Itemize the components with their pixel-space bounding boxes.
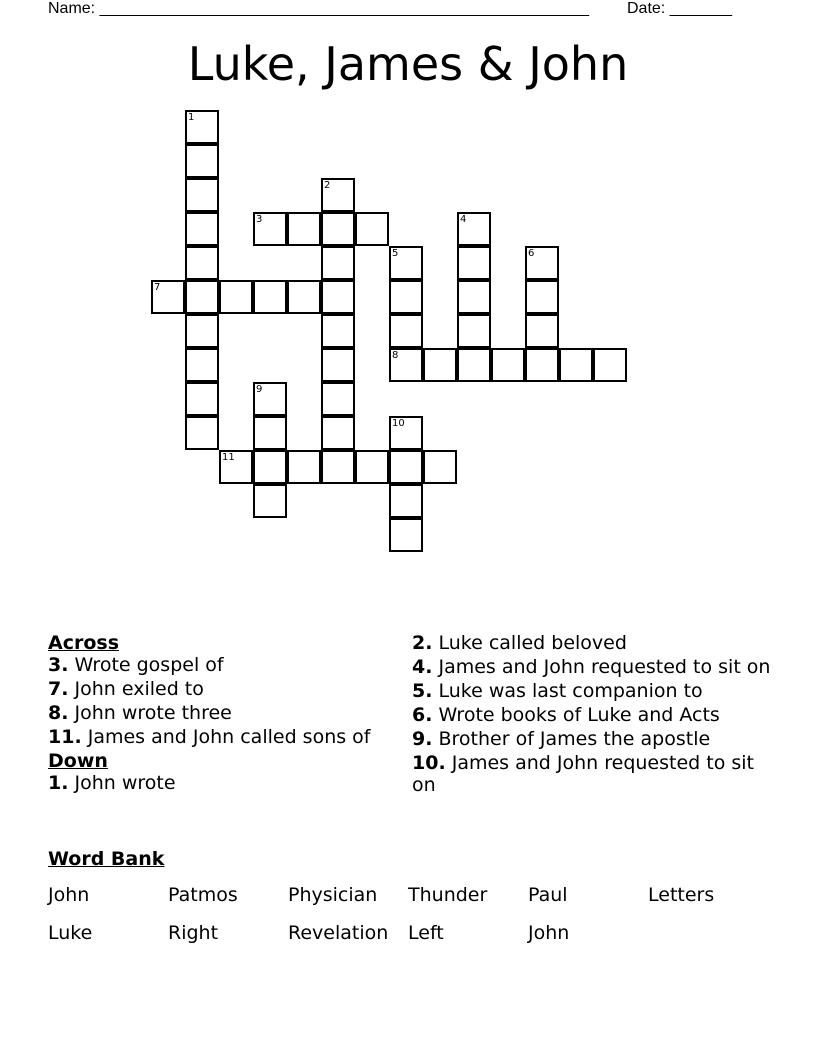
crossword-cell[interactable] (355, 212, 389, 246)
clue-text: James and John called sons of (81, 726, 371, 748)
crossword-cell[interactable] (389, 280, 423, 314)
crossword-cell[interactable] (321, 382, 355, 416)
crossword-cell[interactable] (491, 348, 525, 382)
crossword-cell[interactable] (253, 382, 287, 416)
crossword-cell[interactable] (423, 348, 457, 382)
crossword-cell[interactable] (525, 348, 559, 382)
crossword-cell[interactable] (219, 280, 253, 314)
word-bank-word: Left (408, 922, 444, 944)
crossword-cell[interactable] (253, 212, 287, 246)
crossword-cell[interactable] (253, 484, 287, 518)
crossword-cell[interactable] (185, 314, 219, 348)
clue-text: James and John requested to sit on (432, 656, 771, 678)
crossword-cell[interactable] (321, 246, 355, 280)
crossword-cell[interactable] (389, 314, 423, 348)
crossword-cell[interactable] (253, 450, 287, 484)
down-clue-list (48, 772, 388, 794)
cell-number: 1 (188, 112, 195, 123)
crossword-cell[interactable] (525, 246, 559, 280)
crossword-cell[interactable] (389, 348, 423, 382)
clue-number: 3. (48, 654, 69, 676)
crossword-cell[interactable] (185, 348, 219, 382)
crossword-cell[interactable] (321, 212, 355, 246)
clue-item (412, 656, 772, 678)
clue-item (412, 728, 772, 750)
clue-number: 9. (412, 728, 433, 750)
page-title: Luke, James & John (187, 37, 629, 91)
crossword-cell[interactable] (423, 450, 457, 484)
cell-number: 8 (392, 350, 399, 361)
crossword-cell[interactable] (321, 178, 355, 212)
crossword-cell[interactable] (593, 348, 627, 382)
cell-number: 2 (324, 180, 331, 191)
clue-text: Luke was last companion to (432, 680, 703, 702)
crossword-cell[interactable] (185, 144, 219, 178)
word-bank-word: Luke (48, 922, 93, 944)
word-bank-word: Physician (288, 884, 378, 906)
crossword-cell[interactable] (321, 450, 355, 484)
clue-number: 6. (412, 704, 433, 726)
crossword-cell[interactable] (389, 416, 423, 450)
clue-text: Luke called beloved (432, 632, 627, 654)
crossword-cell[interactable] (457, 246, 491, 280)
cell-number: 7 (154, 282, 161, 293)
crossword-cell[interactable] (525, 314, 559, 348)
clue-item (412, 704, 772, 726)
word-bank-title: Word Bank (48, 848, 165, 870)
crossword-cell[interactable] (389, 246, 423, 280)
cell-number: 4 (460, 214, 467, 225)
clues-right-column (412, 632, 772, 798)
crossword-cell[interactable] (457, 212, 491, 246)
clue-item (412, 632, 772, 654)
across-clue-list (48, 654, 388, 748)
word-bank-word: Revelation (288, 922, 389, 944)
clue-number: 10. (412, 752, 446, 774)
word-bank-word: Letters (648, 884, 715, 906)
word-bank-word: Right (168, 922, 219, 944)
clue-item (412, 752, 772, 796)
crossword-cell[interactable] (185, 246, 219, 280)
down-clue-list-continued (412, 632, 772, 796)
date-field-line: Date: _______ (627, 0, 732, 17)
cell-number: 3 (256, 214, 263, 225)
crossword-cell[interactable] (185, 178, 219, 212)
clue-text: James and John requested to sit on (412, 752, 754, 796)
down-heading: Down (48, 750, 108, 772)
crossword-cell[interactable] (185, 212, 219, 246)
crossword-cell[interactable] (321, 280, 355, 314)
clues-left-column (48, 632, 388, 796)
clue-item (48, 654, 388, 676)
word-bank-word: John (528, 922, 570, 944)
word-bank-word: Patmos (168, 884, 238, 906)
cell-number: 10 (392, 418, 405, 429)
cell-number: 6 (528, 248, 535, 259)
crossword-cell[interactable] (185, 382, 219, 416)
crossword-cell[interactable] (219, 450, 253, 484)
crossword-cell[interactable] (287, 450, 321, 484)
cell-number: 5 (392, 248, 399, 259)
crossword-cell[interactable] (185, 416, 219, 450)
clue-number: 8. (48, 702, 69, 724)
across-heading: Across (48, 632, 120, 654)
crossword-cell[interactable] (321, 416, 355, 450)
clue-item (48, 702, 388, 724)
cell-number: 11 (222, 452, 235, 463)
crossword-cell[interactable] (525, 280, 559, 314)
clue-text: Brother of James the apostle (432, 728, 711, 750)
clue-item (48, 772, 388, 794)
clue-text: John exiled to (68, 678, 204, 700)
crossword-cell[interactable] (559, 348, 593, 382)
clue-number: 1. (48, 772, 69, 794)
crossword-cell[interactable] (457, 348, 491, 382)
crossword-cell[interactable] (185, 280, 219, 314)
crossword-cell[interactable] (389, 518, 423, 552)
clue-number: 4. (412, 656, 433, 678)
word-bank-word: Paul (528, 884, 568, 906)
clue-text: Wrote gospel of (68, 654, 224, 676)
clue-text: Wrote books of Luke and Acts (432, 704, 720, 726)
clue-number: 11. (48, 726, 82, 748)
clue-item (48, 726, 388, 748)
crossword-cell[interactable] (321, 348, 355, 382)
crossword-cell[interactable] (253, 416, 287, 450)
crossword-cell[interactable] (185, 110, 219, 144)
clue-number: 5. (412, 680, 433, 702)
clue-text: John wrote (68, 772, 176, 794)
cell-number: 9 (256, 384, 263, 395)
name-field-line: Name: _______________________________________________________ (48, 0, 589, 17)
crossword-cell[interactable] (321, 314, 355, 348)
clue-item (48, 678, 388, 700)
crossword-cell[interactable] (253, 280, 287, 314)
clue-number: 7. (48, 678, 69, 700)
word-bank-word: Thunder (408, 884, 488, 906)
crossword-cell[interactable] (457, 280, 491, 314)
clue-item (412, 680, 772, 702)
crossword-cell[interactable] (355, 450, 389, 484)
clue-text: John wrote three (68, 702, 232, 724)
clue-number: 2. (412, 632, 433, 654)
crossword-cell[interactable] (389, 450, 423, 484)
crossword-cell[interactable] (287, 212, 321, 246)
crossword-cell[interactable] (389, 484, 423, 518)
crossword-cell[interactable] (287, 280, 321, 314)
word-bank-word: John (48, 884, 90, 906)
crossword-cell[interactable] (151, 280, 185, 314)
crossword-cell[interactable] (457, 314, 491, 348)
